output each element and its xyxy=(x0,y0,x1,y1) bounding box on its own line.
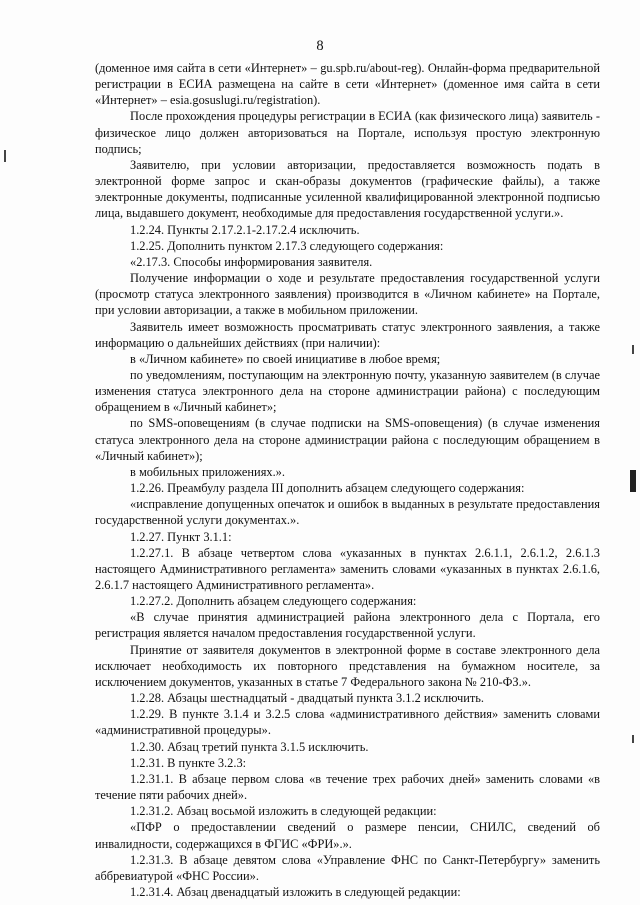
paragraph: 1.2.31.4. Абзац двенадцатый изложить в следующей редакции: xyxy=(130,884,461,899)
paragraph: 1.2.27.2. Дополнить абзацем следующего содержания: xyxy=(130,594,417,609)
paragraph: 1.2.31.3. В абзаце девятом слова «Управление ФНС по Санкт-Петербургу» заменить аббревиатурой «ФНС России». xyxy=(95,852,600,883)
paragraph: Получение информации о ходе и результате предоставления государственной услуги (просмотр статуса электронного заявления) производится в «Личном кабинете» на Портале, при условии авторизации, а также в мобильном приложении. xyxy=(95,271,600,318)
paragraph: Заявителю, при условии авторизации, предоставляется возможность подать в электронной форме запрос и скан-образы документов (графические файлы), а также электронные документы, подписанные усиленной квалифицированной электронной подписью лица, выдавшего документ, необходимые для предоставления государственной услуги.». xyxy=(95,157,600,221)
paragraph: «ПФР о предоставлении сведений о размере пенсии, СНИЛС, сведений об инвалидности, содержащихся в ФГИС «ФРИ».». xyxy=(95,820,600,851)
scan-margin-mark xyxy=(632,735,634,743)
paragraph: После прохождения процедуры регистрации в ЕСИА (как физического лица) заявитель - физическое лицо должен авторизоваться на Портале, используя простую электронную подпись; xyxy=(95,109,600,156)
paragraph: 1.2.30. Абзац третий пункта 3.1.5 исключить. xyxy=(130,739,369,754)
scan-margin-mark xyxy=(632,345,634,354)
paragraph: 1.2.28. Абзацы шестнадцатый - двадцатый пункта 3.1.2 исключить. xyxy=(130,691,485,706)
scan-margin-mark xyxy=(4,150,6,162)
page-number: 8 xyxy=(316,38,324,54)
paragraph: «исправление допущенных опечаток и ошибок в выданных в результате предоставления государственной услуги документах.». xyxy=(95,497,600,528)
paragraph: 1.2.29. В пункте 3.1.4 и 3.2.5 слова «административного действия» заменить словами «административной процедуры». xyxy=(95,707,600,738)
paragraph: в «Личном кабинете» по своей инициативе в любое время; xyxy=(130,351,441,366)
paragraph: в мобильных приложениях.». xyxy=(130,464,285,479)
scan-margin-mark xyxy=(630,470,636,492)
paragraph: по уведомлениям, поступающим на электронную почту, указанную заявителем (в случае изменения статуса электронного дела на стороне администрации района) с последующим обращением в «Личный кабинет»; xyxy=(95,367,600,415)
paragraph: Принятие от заявителя документов в электронной форме в составе электронного дела исключает необходимость их повторного представления на бумажном носителе, за исключением документов, указанных в статье 7 Федерального закона № 210-ФЗ.». xyxy=(95,642,600,689)
paragraph: 1.2.24. Пункты 2.17.2.1-2.17.2.4 исключить. xyxy=(130,222,360,237)
paragraph: (доменное имя сайта в сети «Интернет» – gu.spb.ru/about-reg). Онлайн-форма предварительной регистрации в ЕСИА размещена на сайте в сети «Интернет» (доменное имя сайта в сети «Интернет» – esia.gosuslugi.ru/registration). xyxy=(95,61,600,108)
paragraph: «2.17.3. Способы информирования заявителя. xyxy=(130,254,373,269)
paragraph: по SMS-оповещениям (в случае подписки на SMS-оповещения) (в случае изменения статуса электронного дела на стороне администрации района с последующим обращением в «Личный кабинет»); xyxy=(95,416,600,463)
paragraph: 1.2.31.2. Абзац восьмой изложить в следующей редакции: xyxy=(130,804,437,819)
document-body xyxy=(95,60,600,900)
paragraph: 1.2.31. В пункте 3.2.3: xyxy=(130,755,247,770)
paragraph: «В случае принятия администрацией района электронного дела с Портала, его регистрация является началом предоставления государственной услуги. xyxy=(95,610,600,641)
paragraph: 1.2.25. Дополнить пунктом 2.17.3 следующего содержания: xyxy=(130,238,444,253)
paragraph: 1.2.31.1. В абзаце первом слова «в течение трех рабочих дней» заменить словами «в течение пяти рабочих дней». xyxy=(95,771,600,803)
paragraph: Заявитель имеет возможность просматривать статус электронного заявления, а также информацию о дальнейших действиях (при наличии): xyxy=(95,319,600,350)
paragraph: 1.2.27. Пункт 3.1.1: xyxy=(130,529,232,544)
paragraph: 1.2.26. Преамбулу раздела III дополнить абзацем следующего содержания: xyxy=(130,481,525,496)
paragraph: 1.2.27.1. В абзаце четвертом слова «указанных в пунктах 2.6.1.1, 2.6.1.2, 2.6.1.3 настоящего Административного регламента» заменить словами «указанных в пунктах 2.6.1.6, 2.6.1.7 настоящего Административного регламента». xyxy=(95,545,600,592)
